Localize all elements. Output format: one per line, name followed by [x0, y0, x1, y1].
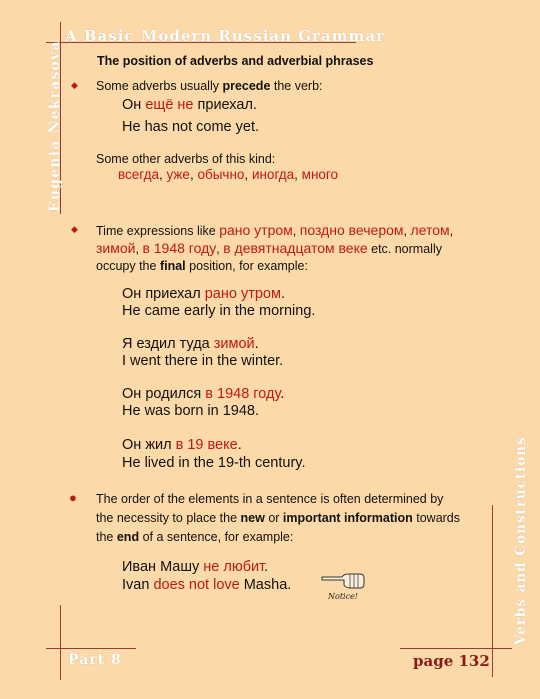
- b2-ex3-en: He lived in the 19-th century.: [122, 455, 306, 471]
- b1-other: Some other adverbs of this kind:: [96, 152, 276, 166]
- right-rule: [492, 505, 493, 677]
- b3-l3-post: of a sentence, for example:: [139, 530, 294, 544]
- page-number: page 132: [413, 652, 490, 670]
- bottom-left-vrule: [60, 605, 61, 680]
- b2-l1-c3: ,: [449, 224, 454, 238]
- b3-l2-b1: new: [240, 511, 265, 525]
- b2-l2-c2: ,: [216, 242, 224, 256]
- part-label: Part 8: [68, 652, 122, 668]
- b2-ex2-en: He was born in 1948.: [122, 403, 260, 419]
- b3-ex-ru-a: Иван Машу: [122, 559, 204, 575]
- sep: ,: [294, 167, 302, 182]
- b2-l2-r3: в девятнадцатом веке: [223, 240, 368, 256]
- b3-l2-b2: important information: [282, 511, 413, 525]
- sep: ,: [158, 167, 167, 182]
- bottom-right-rule: [400, 648, 512, 649]
- ex-ru-red: в 1948 году: [205, 386, 281, 402]
- b2-l3-bold: final: [159, 259, 186, 273]
- b1-bold: precede: [222, 79, 271, 93]
- b2-l1-pre: Time expressions like: [96, 224, 220, 238]
- ex-ru-a: Он приехал: [122, 286, 205, 302]
- b2-l2-r1: зимой: [96, 240, 136, 256]
- b1-pre: Some adverbs usually: [96, 79, 223, 93]
- adverb-1: уже: [166, 167, 190, 182]
- adverb-2: обычно: [197, 167, 245, 182]
- ex-ru-red: в 19 веке: [175, 437, 238, 453]
- b2-line3: [96, 259, 308, 273]
- b3-l3-pre: the: [96, 530, 117, 544]
- adverb-4: много: [301, 167, 339, 182]
- b2-ex2-ru: [122, 386, 284, 402]
- b2-l1-r1: рано утром: [219, 222, 293, 238]
- b3-ex-ru-red: не любит: [203, 559, 265, 575]
- bullet-dot-icon: ●: [69, 490, 77, 505]
- pointing-hand-icon: [320, 568, 366, 590]
- sep: ,: [244, 167, 252, 182]
- b3-l3-bold: end: [116, 530, 140, 544]
- ex-ru-b: .: [237, 437, 242, 453]
- b2-l1-r2: поздно вечером: [299, 222, 404, 238]
- ex-ru-a: Он родился: [122, 386, 206, 402]
- ex-ru-a: Я ездил туда: [122, 336, 214, 352]
- b2-l2-c1: ,: [135, 242, 143, 256]
- b3-line1: The order of the elements in a sentence is often determined by: [96, 492, 444, 506]
- ex-ru-red: зимой: [213, 336, 255, 352]
- b2-ex1-en: I went there in the winter.: [122, 353, 284, 369]
- adverb-3: иногда: [251, 167, 295, 182]
- b1-ex-ru-red: ещё не: [145, 97, 194, 113]
- b2-l3-pre: occupy the: [96, 259, 160, 273]
- b2-l3-post: position, for example:: [185, 259, 308, 273]
- b3-l2-post: towards: [412, 511, 461, 525]
- author-name: Eugenia Nekrasova: [47, 40, 63, 212]
- b1-example-en: He has not come yet.: [122, 119, 260, 135]
- b1-intro: [96, 79, 323, 93]
- b3-ex-en-a: Ivan: [122, 577, 154, 593]
- bullet-diamond-icon: ◆: [71, 80, 78, 90]
- b2-ex1-ru: [122, 336, 259, 352]
- ex-ru-a: Он жил: [122, 437, 176, 453]
- sep: ,: [189, 167, 198, 182]
- section-heading: The position of adverbs and adverbial phrases: [97, 54, 374, 68]
- b3-ex-en-red: does not love: [153, 577, 240, 593]
- b2-ex3-ru: [122, 437, 242, 453]
- b2-line1: [96, 222, 453, 238]
- b1-example-ru: [122, 97, 257, 113]
- b2-l2-post: etc. normally: [367, 242, 442, 256]
- b3-ex-en-b: Masha.: [239, 577, 292, 593]
- b2-l1-r3: летом: [410, 222, 450, 238]
- b3-line3: [96, 530, 293, 544]
- b2-l2-r2: в 1948 году: [142, 240, 217, 256]
- b2-l1-c2: ,: [403, 224, 411, 238]
- book-title: A Basic Modern Russian Grammar: [65, 27, 386, 45]
- b3-l2-mid: or: [264, 511, 283, 525]
- bullet-diamond-icon: ◆: [71, 224, 78, 234]
- section-name: Verbs and Constructions: [513, 436, 529, 645]
- b3-example-ru: [122, 559, 268, 575]
- b2-l1-c1: ,: [292, 224, 300, 238]
- b3-line2: [96, 511, 460, 525]
- b3-ex-ru-b: .: [264, 559, 269, 575]
- ex-ru-b: .: [280, 286, 285, 302]
- b1-ex-ru-b: приехал.: [193, 97, 257, 113]
- notice-label: Notice!: [328, 592, 359, 601]
- b3-l2-pre: the necessity to place the: [96, 511, 241, 525]
- adverb-0: всегда: [118, 167, 159, 182]
- b3-example-en: [122, 577, 291, 593]
- ex-ru-b: .: [280, 386, 285, 402]
- b1-adverb-list: [118, 167, 338, 182]
- ex-ru-red: рано утром: [204, 286, 281, 302]
- b2-ex0-ru: [122, 286, 285, 302]
- b1-post: the verb:: [270, 79, 323, 93]
- ex-ru-b: .: [254, 336, 259, 352]
- b2-ex0-en: He came early in the morning.: [122, 303, 316, 319]
- b1-ex-ru-a: Он: [122, 97, 146, 113]
- b2-line2: [96, 240, 442, 256]
